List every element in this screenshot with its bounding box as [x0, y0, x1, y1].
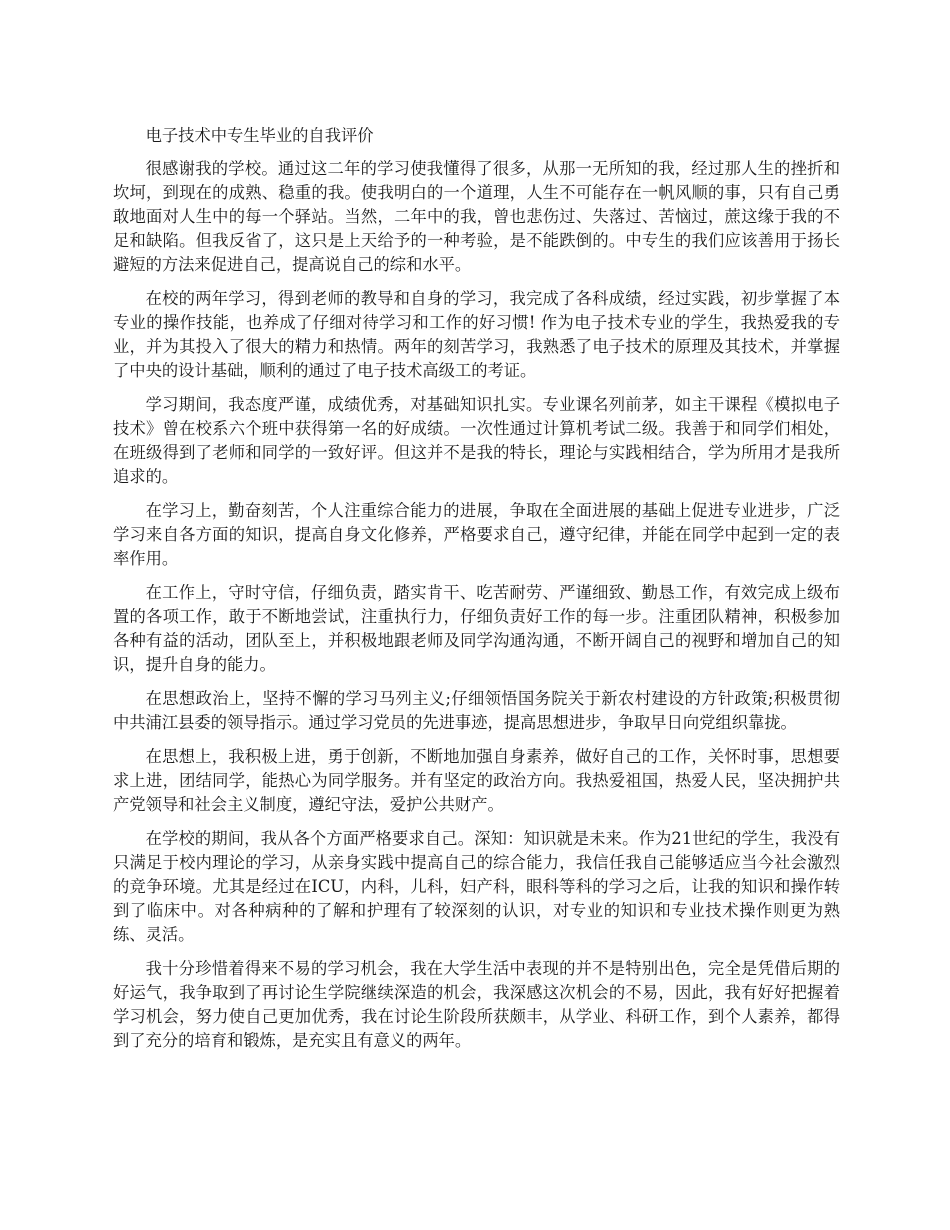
- paragraph-9: 我十分珍惜着得来不易的学习机会，我在大学生活中表现的并不是特别出色，完全是凭借后期的好运气，我争取到了再讨论生学院继续深造的机会，我深感这次机会的不易，因此，我有好好把握着学习机会，努力使自己更加优秀，我在讨论生阶段所获颇丰，从学业、科研工作，到个人素养，都得到了充分的培育和锻炼，是充实且有意义的两年。: [113, 959, 840, 1050]
- paragraph-8: 在学校的期间，我从各个方面严格要求自己。深知：知识就是未来。作为21世纪的学生，我没有只满足于校内理论的学习，从亲身实践中提高自己的综合能力，我信任我自己能够适应当今社会激烈的竞争环境。尤其是经过在ICU，内科，儿科，妇产科，眼科等科的学习之后，让我的知识和操作转到了临床中。对各种病种的了解和护理有了较深刻的认识，对专业的知识和专业技术操作则更为熟练、灵活。: [113, 829, 840, 944]
- document-page: [113, 124, 840, 1063]
- document-title: 电子技术中专生毕业的自我评价: [145, 126, 374, 145]
- paragraph-2: 在校的两年学习，得到老师的教导和自身的学习，我完成了各科成绩，经过实践，初步掌握了本专业的操作技能，也养成了仔细对待学习和工作的好习惯! 作为电子技术专业的学生，我热爱我的专业，并为其投入了很大的精力和热情。两年的刻苦学习，我熟悉了电子技术的原理及其技术，并掌握了中央的设计基础，顺利的通过了电子技术高级工的考证。: [113, 289, 840, 380]
- paragraph-4: 在学习上，勤奋刻苦，个人注重综合能力的进展，争取在全面进展的基础上促进专业进步，广泛学习来自各方面的知识，提高自身文化修养，严格要求自己，遵守纪律，并能在同学中起到一定的表率作用。: [113, 501, 840, 568]
- paragraph-5: 在工作上，守时守信，仔细负责，踏实肯干、吃苦耐劳、严谨细致、勤恳工作，有效完成上级布置的各项工作，敢于不断地尝试，注重执行力，仔细负责好工作的每一步。注重团队精神，积极参加各种有益的活动，团队至上，并积极地跟老师及同学沟通沟通，不断开阔自己的视野和增加自己的知识，提升自身的能力。: [113, 583, 840, 674]
- paragraph-3: 学习期间，我态度严谨，成绩优秀，对基础知识扎实。专业课名列前茅，如主干课程《模拟电子技术》曾在校系六个班中获得第一名的好成绩。一次性通过计算机考试二级。我善于和同学们相处，在班级得到了老师和同学的一致好评。但这并不是我的特长，理论与实践相结合，学为所用才是我所追求的。: [113, 395, 840, 486]
- paragraph-6: 在思想政治上，坚持不懈的学习马列主义;仔细领悟国务院关于新农村建设的方针政策;积极贯彻中共浦江县委的领导指示。通过学习党员的先进事迹，提高思想进步，争取早日向党组织靠拢。: [113, 689, 840, 732]
- paragraph-7: 在思想上，我积极上进，勇于创新，不断地加强自身素养，做好自己的工作，关怀时事，思想要求上进，团结同学，能热心为同学服务。并有坚定的政治方向。我热爱祖国，热爱人民，坚决拥护共产党领导和社会主义制度，遵纪守法，爱护公共财产。: [113, 747, 840, 814]
- paragraph-1: 很感谢我的学校。通过这二年的学习使我懂得了很多，从那一无所知的我，经过那人生的挫折和坎坷，到现在的成熟、稳重的我。使我明白的一个道理，人生不可能存在一帆风顺的事，只有自己勇敢地面对人生中的每一个驿站。当然，二年中的我，曾也悲伤过、失落过、苦恼过，蔗这缘于我的不足和缺陷。但我反省了，这只是上天给予的一种考验，是不能跌倒的。中专生的我们应该善用于扬长避短的方法来促进自己，提高说自己的综和水平。: [113, 159, 840, 274]
